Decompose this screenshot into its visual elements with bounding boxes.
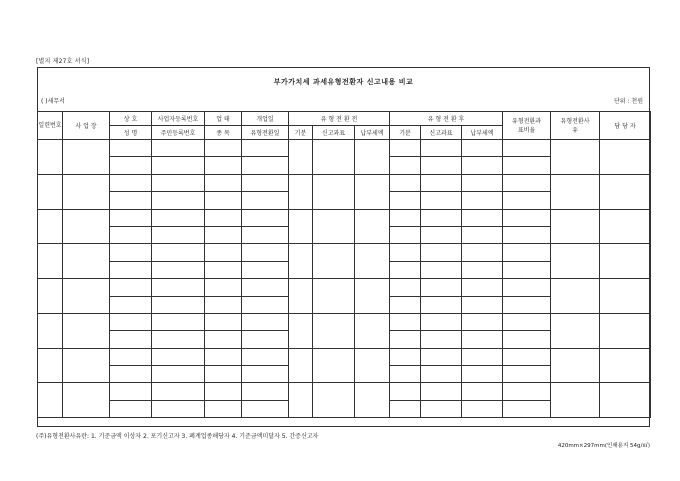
after-period-cell[interactable] [390, 400, 421, 417]
resident-no-cell[interactable] [152, 366, 205, 383]
header-before-conversion: 유 형 전 환 전 [289, 112, 390, 126]
after-period-cell[interactable] [390, 296, 421, 313]
header-conversion-date: 유형전환일 [242, 126, 289, 140]
after-tax-paid-cell[interactable] [462, 366, 503, 383]
after-tax-base-cell[interactable] [421, 174, 462, 191]
conversion-reason-cell[interactable] [551, 279, 600, 314]
before-period-cell[interactable] [289, 209, 313, 244]
header-tax-base-ratio: 유형전환과표비율 [503, 112, 551, 140]
conversion-date-cell[interactable] [242, 192, 289, 209]
officer-cell[interactable] [600, 244, 651, 279]
trade-name-cell[interactable] [110, 209, 152, 226]
item-cell[interactable] [205, 331, 242, 348]
tax-base-ratio-cell[interactable] [503, 366, 551, 383]
name-cell[interactable] [110, 192, 152, 209]
biz-reg-no-cell[interactable] [152, 244, 205, 261]
opening-date-cell[interactable] [242, 140, 289, 157]
after-tax-base-cell[interactable] [421, 244, 462, 261]
biz-reg-no-cell[interactable] [152, 313, 205, 330]
officer-cell[interactable] [600, 383, 651, 418]
before-tax-paid-cell[interactable] [355, 174, 390, 209]
opening-date-cell[interactable] [242, 383, 289, 400]
header-opening-date: 개업일 [242, 112, 289, 126]
conversion-reason-cell[interactable] [551, 383, 600, 418]
after-tax-paid-cell[interactable] [462, 140, 503, 157]
after-period-cell[interactable] [390, 348, 421, 365]
after-tax-paid-cell[interactable] [462, 226, 503, 243]
business-place-cell[interactable] [63, 140, 110, 175]
before-tax-paid-cell[interactable] [355, 348, 390, 383]
after-tax-paid-cell[interactable] [462, 383, 503, 400]
resident-no-cell[interactable] [152, 192, 205, 209]
business-place-cell[interactable] [63, 383, 110, 418]
business-place-cell[interactable] [63, 209, 110, 244]
serial-cell[interactable] [38, 209, 63, 244]
officer-cell[interactable] [600, 348, 651, 383]
header-business-place: 사 업 장 [63, 112, 110, 140]
opening-date-cell[interactable] [242, 348, 289, 365]
form-frame [37, 67, 650, 427]
before-tax-base-cell[interactable] [313, 383, 355, 418]
opening-date-cell[interactable] [242, 279, 289, 296]
after-tax-paid-cell[interactable] [462, 157, 503, 174]
header-resident-no: 주민등록번호 [152, 126, 205, 140]
tax-base-ratio-cell[interactable] [503, 192, 551, 209]
trade-name-cell[interactable] [110, 174, 152, 191]
after-period-cell[interactable] [390, 366, 421, 383]
form-title: 부가가치세 과세유형전환자 신고내용 비교 [273, 78, 414, 86]
before-tax-base-cell[interactable] [313, 174, 355, 209]
tax-base-ratio-cell[interactable] [503, 383, 551, 400]
after-period-cell[interactable] [390, 313, 421, 330]
opening-date-cell[interactable] [242, 209, 289, 226]
before-tax-paid-cell[interactable] [355, 383, 390, 418]
name-cell[interactable] [110, 226, 152, 243]
resident-no-cell[interactable] [152, 157, 205, 174]
tax-base-ratio-cell[interactable] [503, 331, 551, 348]
resident-no-cell[interactable] [152, 400, 205, 417]
serial-cell[interactable] [38, 279, 63, 314]
record-row-top [38, 209, 651, 226]
conversion-date-cell[interactable] [242, 226, 289, 243]
tax-base-ratio-cell[interactable] [503, 244, 551, 261]
conversion-date-cell[interactable] [242, 331, 289, 348]
resident-no-cell[interactable] [152, 296, 205, 313]
header-conversion-reason: 유형전환사 유 [551, 112, 600, 140]
before-period-cell[interactable] [289, 313, 313, 348]
name-cell[interactable] [110, 296, 152, 313]
business-place-cell[interactable] [63, 279, 110, 314]
after-tax-base-cell[interactable] [421, 313, 462, 330]
header-before-tax-paid: 납부세액 [355, 126, 390, 140]
before-period-cell[interactable] [289, 279, 313, 314]
name-cell[interactable] [110, 261, 152, 278]
resident-no-cell[interactable] [152, 261, 205, 278]
footnote: (주)유형전환사유란: 1. 기준금액 이상자 2. 포기신고자 3. 폐계업종해당자 4. 기준금액미달자 5. 간증신고자 [36, 433, 319, 440]
after-tax-base-cell[interactable] [421, 296, 462, 313]
after-tax-paid-cell[interactable] [462, 400, 503, 417]
header-after-tax-base: 신고과표 [421, 126, 462, 140]
before-period-cell[interactable] [289, 348, 313, 383]
after-tax-base-cell[interactable] [421, 209, 462, 226]
business-type-cell[interactable] [205, 279, 242, 296]
after-period-cell[interactable] [390, 261, 421, 278]
record-row-top [38, 383, 651, 400]
tax-base-ratio-cell[interactable] [503, 313, 551, 330]
after-period-cell[interactable] [390, 383, 421, 400]
business-place-cell[interactable] [63, 174, 110, 209]
trade-name-cell[interactable] [110, 279, 152, 296]
before-tax-paid-cell[interactable] [355, 244, 390, 279]
tax-base-ratio-cell[interactable] [503, 261, 551, 278]
tax-base-ratio-cell[interactable] [503, 209, 551, 226]
header-before-tax-base: 신고과표 [313, 126, 355, 140]
after-tax-base-cell[interactable] [421, 400, 462, 417]
name-cell[interactable] [110, 366, 152, 383]
conversion-reason-cell[interactable] [551, 348, 600, 383]
trade-name-cell[interactable] [110, 244, 152, 261]
conversion-date-cell[interactable] [242, 157, 289, 174]
trade-name-cell[interactable] [110, 383, 152, 400]
header-business-type: 업 태 [205, 112, 242, 126]
after-tax-base-cell[interactable] [421, 383, 462, 400]
record-row-top [38, 244, 651, 261]
item-cell[interactable] [205, 261, 242, 278]
item-cell[interactable] [205, 400, 242, 417]
after-tax-paid-cell[interactable] [462, 192, 503, 209]
biz-reg-no-cell[interactable] [152, 140, 205, 157]
opening-date-cell[interactable] [242, 174, 289, 191]
tax-base-ratio-cell[interactable] [503, 296, 551, 313]
before-tax-paid-cell[interactable] [355, 209, 390, 244]
after-period-cell[interactable] [390, 140, 421, 157]
after-period-cell[interactable] [390, 192, 421, 209]
after-tax-base-cell[interactable] [421, 140, 462, 157]
item-cell[interactable] [205, 192, 242, 209]
biz-reg-no-cell[interactable] [152, 174, 205, 191]
after-tax-base-cell[interactable] [421, 192, 462, 209]
unit-label: 단위 : 천원 [613, 98, 643, 105]
tax-office-label: ( )세무서 [41, 98, 65, 105]
serial-cell[interactable] [38, 313, 63, 348]
before-tax-paid-cell[interactable] [355, 140, 390, 175]
after-tax-paid-cell[interactable] [462, 331, 503, 348]
conversion-reason-cell[interactable] [551, 244, 600, 279]
trade-name-cell[interactable] [110, 140, 152, 157]
item-cell[interactable] [205, 157, 242, 174]
conversion-date-cell[interactable] [242, 400, 289, 417]
after-period-cell[interactable] [390, 174, 421, 191]
conversion-date-cell[interactable] [242, 366, 289, 383]
before-period-cell[interactable] [289, 383, 313, 418]
name-cell[interactable] [110, 400, 152, 417]
after-period-cell[interactable] [390, 331, 421, 348]
conversion-reason-cell[interactable] [551, 313, 600, 348]
after-tax-base-cell[interactable] [421, 348, 462, 365]
after-period-cell[interactable] [390, 279, 421, 296]
officer-cell[interactable] [600, 174, 651, 209]
biz-reg-no-cell[interactable] [152, 279, 205, 296]
serial-cell[interactable] [38, 348, 63, 383]
after-tax-base-cell[interactable] [421, 331, 462, 348]
conversion-reason-cell[interactable] [551, 209, 600, 244]
business-type-cell[interactable] [205, 383, 242, 400]
officer-cell[interactable] [600, 140, 651, 175]
serial-cell[interactable] [38, 140, 63, 175]
conversion-reason-cell[interactable] [551, 174, 600, 209]
resident-no-cell[interactable] [152, 331, 205, 348]
record-row-top [38, 279, 651, 296]
after-tax-paid-cell[interactable] [462, 296, 503, 313]
record-row-top [38, 140, 651, 157]
after-tax-paid-cell[interactable] [462, 261, 503, 278]
after-period-cell[interactable] [390, 226, 421, 243]
biz-reg-no-cell[interactable] [152, 348, 205, 365]
tax-base-ratio-cell[interactable] [503, 279, 551, 296]
trade-name-cell[interactable] [110, 348, 152, 365]
resident-no-cell[interactable] [152, 226, 205, 243]
after-period-cell[interactable] [390, 209, 421, 226]
business-type-cell[interactable] [205, 348, 242, 365]
record-row-top [38, 348, 651, 365]
conversion-reason-cell[interactable] [551, 140, 600, 175]
name-cell[interactable] [110, 157, 152, 174]
tax-base-ratio-cell[interactable] [503, 400, 551, 417]
form-number: [별지 제27호 서식] [36, 58, 90, 65]
after-tax-base-cell[interactable] [421, 157, 462, 174]
officer-cell[interactable] [600, 279, 651, 314]
business-place-cell[interactable] [63, 313, 110, 348]
officer-cell[interactable] [600, 209, 651, 244]
header-biz-reg-no: 사업자등록번호 [152, 112, 205, 126]
business-place-cell[interactable] [63, 244, 110, 279]
conversion-date-cell[interactable] [242, 261, 289, 278]
header-item: 종 목 [205, 126, 242, 140]
before-tax-base-cell[interactable] [313, 140, 355, 175]
biz-reg-no-cell[interactable] [152, 383, 205, 400]
business-type-cell[interactable] [205, 140, 242, 157]
header-row-1 [38, 112, 651, 126]
business-type-cell[interactable] [205, 244, 242, 261]
header-name: 성 명 [110, 126, 152, 140]
after-tax-paid-cell[interactable] [462, 348, 503, 365]
after-tax-base-cell[interactable] [421, 279, 462, 296]
after-tax-paid-cell[interactable] [462, 313, 503, 330]
after-tax-base-cell[interactable] [421, 366, 462, 383]
tax-base-ratio-cell[interactable] [503, 140, 551, 157]
item-cell[interactable] [205, 296, 242, 313]
before-tax-base-cell[interactable] [313, 279, 355, 314]
paper-size-note: 420mm×297mm(인쇄용지 54g/㎡) [557, 443, 650, 449]
header-trade-name: 상 호 [110, 112, 152, 126]
business-type-cell[interactable] [205, 313, 242, 330]
after-tax-paid-cell[interactable] [462, 279, 503, 296]
tax-base-ratio-cell[interactable] [503, 348, 551, 365]
header-after-conversion: 유 형 전 환 후 [390, 112, 503, 126]
business-type-cell[interactable] [205, 209, 242, 226]
business-place-cell[interactable] [63, 348, 110, 383]
comparison-table [37, 111, 651, 418]
before-period-cell[interactable] [289, 244, 313, 279]
name-cell[interactable] [110, 331, 152, 348]
item-cell[interactable] [205, 226, 242, 243]
tax-base-ratio-cell[interactable] [503, 157, 551, 174]
before-tax-base-cell[interactable] [313, 244, 355, 279]
trade-name-cell[interactable] [110, 313, 152, 330]
record-row-top [38, 313, 651, 330]
after-tax-base-cell[interactable] [421, 261, 462, 278]
biz-reg-no-cell[interactable] [152, 209, 205, 226]
serial-cell[interactable] [38, 383, 63, 418]
before-tax-base-cell[interactable] [313, 348, 355, 383]
after-tax-paid-cell[interactable] [462, 244, 503, 261]
header-after-tax-paid: 납부세액 [462, 126, 503, 140]
before-tax-paid-cell[interactable] [355, 313, 390, 348]
conversion-date-cell[interactable] [242, 296, 289, 313]
tax-base-ratio-cell[interactable] [503, 174, 551, 191]
before-period-cell[interactable] [289, 140, 313, 175]
serial-cell[interactable] [38, 244, 63, 279]
before-period-cell[interactable] [289, 174, 313, 209]
header-after-period: 기분 [390, 126, 421, 140]
before-tax-base-cell[interactable] [313, 209, 355, 244]
record-row-top [38, 174, 651, 191]
after-tax-base-cell[interactable] [421, 226, 462, 243]
officer-cell[interactable] [600, 313, 651, 348]
header-before-period: 기분 [289, 126, 313, 140]
before-tax-base-cell[interactable] [313, 313, 355, 348]
header-officer: 담 당 자 [600, 112, 651, 140]
opening-date-cell[interactable] [242, 244, 289, 261]
after-tax-paid-cell[interactable] [462, 209, 503, 226]
business-type-cell[interactable] [205, 174, 242, 191]
after-tax-paid-cell[interactable] [462, 174, 503, 191]
before-tax-paid-cell[interactable] [355, 279, 390, 314]
after-period-cell[interactable] [390, 244, 421, 261]
item-cell[interactable] [205, 366, 242, 383]
tax-base-ratio-cell[interactable] [503, 226, 551, 243]
opening-date-cell[interactable] [242, 313, 289, 330]
after-period-cell[interactable] [390, 157, 421, 174]
header-serial: 일련번호 [38, 112, 63, 140]
serial-cell[interactable] [38, 174, 63, 209]
